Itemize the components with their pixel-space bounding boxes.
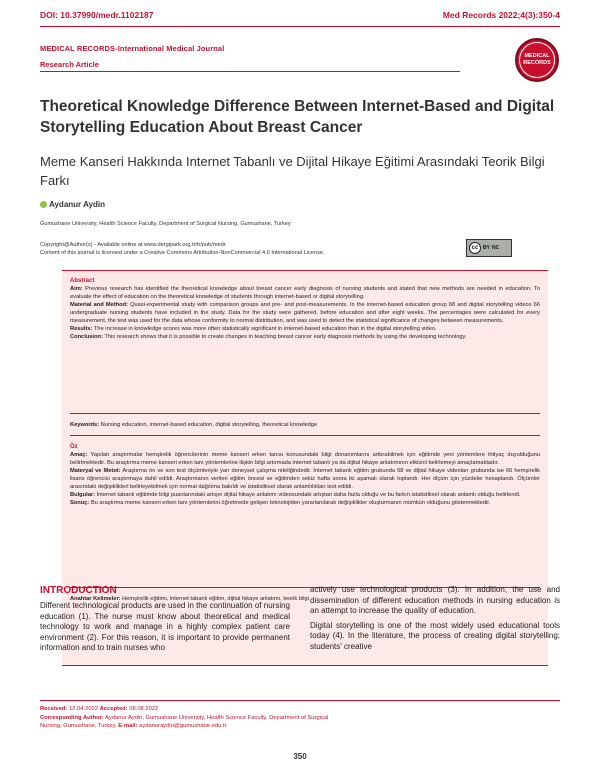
oz-methods: Materyal ve Metot: Araştırma ön ve son test ölçümleriyle yarı deneysel çalışma niteliğindedir. İnternet tabanlı eğitim grubunda 68 ve dijital hikaye videoları grubunda ise 66 hemşirelik lisans öğrencisi araştırmaya dahil edildi. Araştırmanın verileri eğitim öncesi ve eğitimden sekiz hafta sonra iki aşamalı olarak toplandı. Her ölçüm için yüzdeler hesaplandı. Ölçümler arasındaki değişiklikleri belirleyebilmek için normal dağılıma bakıldı ve istatistiksel olarak anlamlılıkları test edildi. [70, 468, 540, 490]
top-rule [40, 26, 560, 27]
cc-nc: NC [491, 245, 500, 251]
body-paragraph-3: Digital storytelling is one of the most widely used educational tools today (4). In the literature, the process of creating digital storytelling; students' creative [310, 620, 560, 651]
corresponding-author-2: Nursing, Gumushane, Turkey, E-mail: aydanuraydin@gumushane.edu.tr [40, 723, 227, 729]
email-link[interactable]: aydanuraydin@gumushane.edu.tr [137, 723, 227, 729]
copyright-line: Copyright@Author(s) - Available online at www.dergipark.org.tr/tr/pub/medr [40, 242, 226, 248]
article-type: Research Article [40, 60, 99, 69]
journal-name: MEDICAL RECORDS-International Medical Journal [40, 44, 225, 53]
oz-heading: Öz [70, 444, 78, 450]
body-paragraph-2: actively use technological products (3). In addition, the use and dissemination of different education methods in nursing education is an attempt to increase the quality of education. [310, 585, 560, 616]
received-accepted: Received: 12.04.2022 Accepted: 08.08.2022 [40, 706, 159, 712]
logo-line-2: RECORDS [523, 60, 551, 66]
page-number: 350 [293, 752, 307, 761]
oz-results: Bulgular: İnternet tabanlı eğitimde bilgi puanlarındaki artışın dijital hikaye anlatımı videosundaki artıştan daha fazla olduğu ve bu farkın istatistiksel olarak anlamlı olduğu belirlendi. [70, 492, 521, 498]
abstract-english [70, 277, 540, 341]
oz-aim: Amaç: Yapılan araştırmalar hemşirelik öğrencilerinin meme kanseri erken tanısı konusundaki bilgi donanımlarını arttırabilmek için eğitimde yeni yöntemlere ihtiyaç duyulduğunu belirtmektedir. Bu araştırma meme kanseri erken tanı yöntemlerine ilişkin bilgi artırmada internet tabanlı ya da dijital hikaye anlatımının etkisini belirlemeyi amaçlamaktadır. [70, 452, 540, 466]
abstract-methods: Material and Method: Quasi-experimental study with comparison groups and pre- and post-measurements. In the internet-based education group 68 and digital storytelling videos 66 undergraduate nursing students have included in the study. Data for the study were gathered, before education and after eight weeks. The percentages were calculated for every measurement, the test was used for the data whose conformity to normal distribution, and was used to detect the statistical significance of changes between measurements. [70, 302, 540, 324]
license-line: Content of this journal is licensed under a Creative Commons Attribution-NonCommercial 4.0 International License. [40, 250, 325, 256]
abstract-conclusion: Conclusion: This research shows that it is possible to create changes in teaching breast cancer early diagnosis methods by using the developing technology. [70, 334, 467, 340]
author-name: Aydanur Aydin [49, 200, 106, 209]
top-bar [40, 10, 560, 24]
keywords-turkish: Anahtar Kelimeler: Hemşirelik eğitimi, internet tabanlı eğitim, dijital hikaye anlatımı, teorik bilgi [70, 596, 309, 602]
keywords-divider [70, 435, 540, 436]
affiliation: Gumushane University, Health Science Faculty, Department of Surgical Nursing, Gumushane, Turkey [40, 221, 291, 227]
cc-license-badge[interactable] [466, 239, 512, 257]
introduction-heading: INTRODUCTION [40, 585, 117, 596]
citation: Med Records 2022;4(3):350-4 [442, 10, 560, 20]
journal-logo [515, 38, 559, 82]
cc-by: BY [483, 245, 490, 251]
abstract-heading: Abstract [70, 278, 95, 284]
body-column-2 [310, 585, 560, 653]
abstract-turkish [70, 443, 540, 507]
title-english: Theoretical Knowledge Difference Between Internet-Based and Digital Storytelling Education About Breast Cancer [40, 98, 555, 136]
body-column-1: Different technological products are used in the continuation of nursing education (1). The nurse must know about theoretical and medical technology to work and manage in a highly complex patient care environment (2). For this reason, it is important to provide permanent information and to train nurses who [40, 601, 290, 653]
abstract-aim: Aim: Previous research has identified the theoretical knowledge about breast cancer early diagnosis of nursing students and stated that new methods are needed in education. To evaluate the effect of education on the theoretical knowledge of students through internet-based or digital storytelling. [70, 286, 540, 300]
author [40, 200, 105, 209]
copyright-block [40, 241, 325, 257]
article-type-rule [40, 71, 460, 72]
abstract-results: Results: The increase in knowledge scores was more often statistically significant in internet-based education than in the digital storytelling video. [70, 326, 437, 332]
title-turkish: Meme Kanseri Hakkında Internet Tabanlı ve Dijital Hikaye Eğitimi Arasındaki Teorik Bilgi Farkı [40, 154, 545, 188]
keywords-english: Keywords: Nursing education, internet-based education, digital storytelling, theoretical knowledge [70, 422, 318, 428]
logo-line-1: MEDICAL [524, 53, 550, 59]
oz-conclusion: Sonuç: Bu araştırma meme kanseri erken tanı yöntemlerini öğretmede gelişen teknolojiden yararlanılarak değişiklikler oluşturmanın mümkün olduğunu göstermektedir. [70, 500, 491, 506]
cc-icon: cc [469, 242, 481, 254]
corresponding-author: Corresponding Author: Aydanur Aydin, Gumushane University, Health Science Faculty, Department of Surgical [40, 715, 329, 721]
doi[interactable]: DOI: 10.37990/medr.1102187 [40, 10, 154, 20]
orcid-icon[interactable] [40, 201, 47, 208]
abstract-divider [70, 413, 540, 414]
footer-rule [40, 700, 560, 701]
